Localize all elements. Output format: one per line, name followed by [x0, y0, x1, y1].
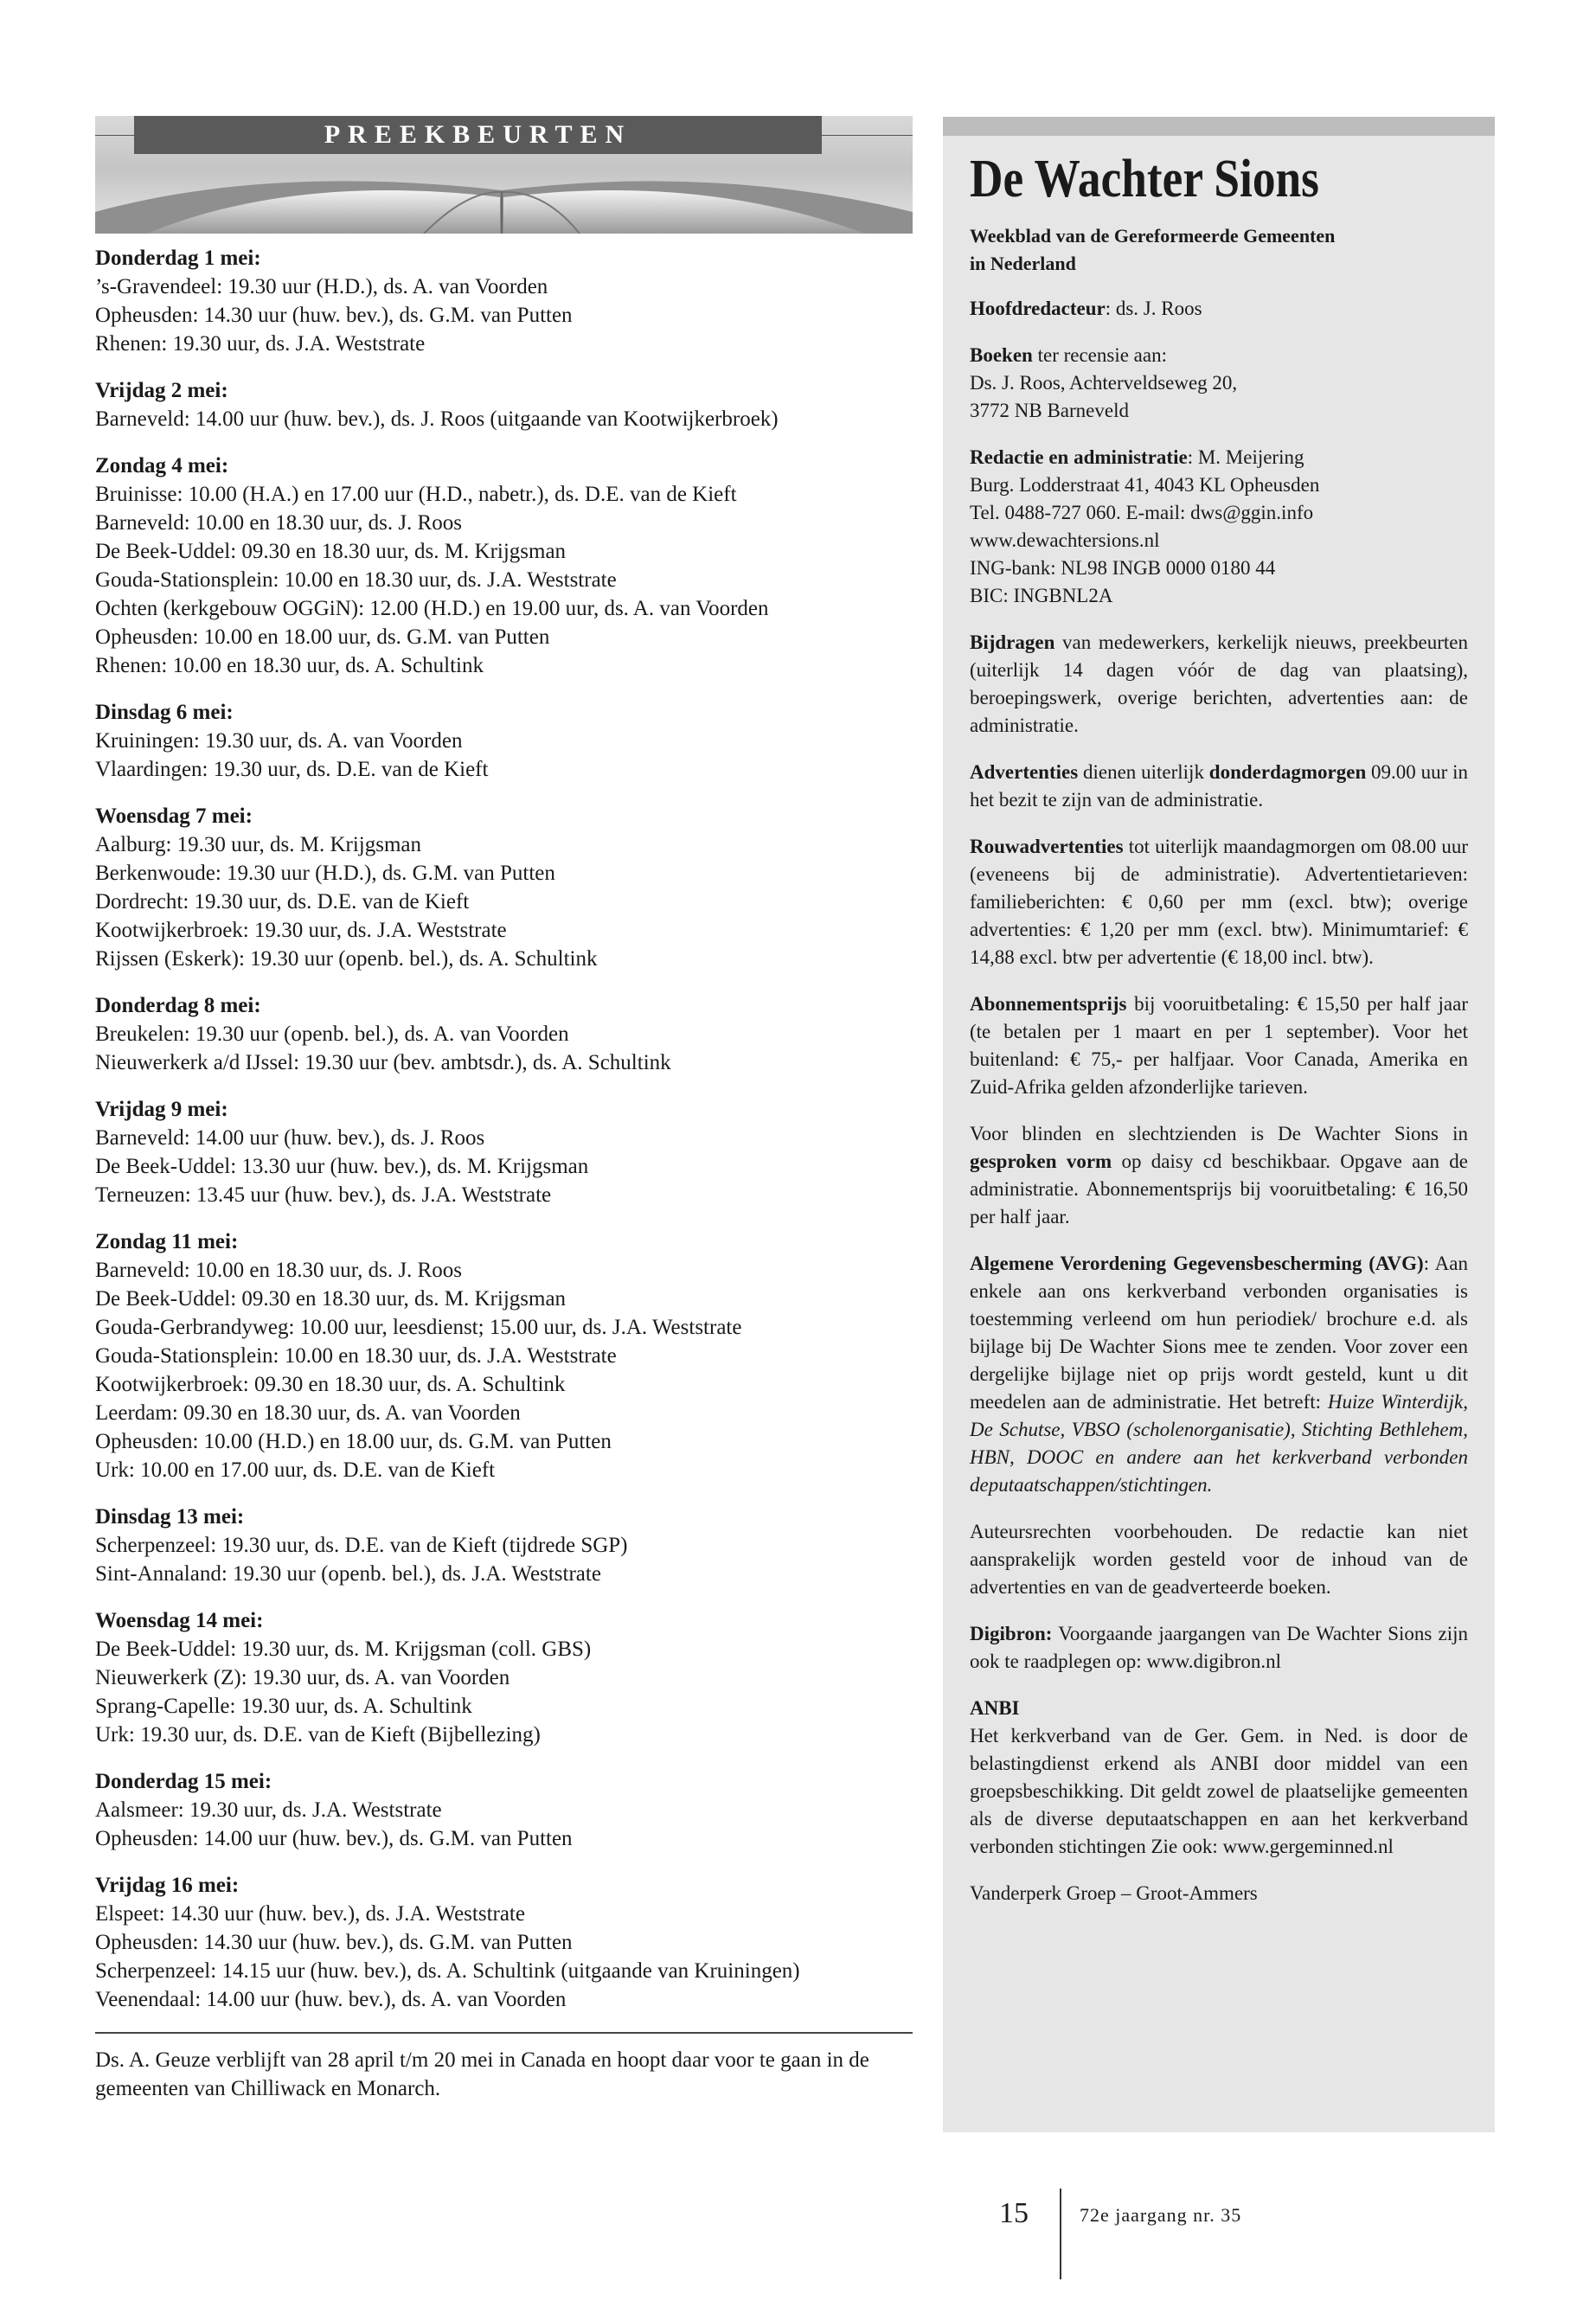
- service-entry: De Beek-Uddel: 09.30 en 18.30 uur, ds. M. Krijgsman: [95, 1287, 567, 1311]
- abonnementsprijs: Abonnementsprijs bij vooruitbetaling: € 15,50 per half jaar (te betalen per 1 maart en per 1 september). Voor het buitenland: € 75,- per halfjaar. Voor Canada, Amerika en Zuid-Afrika gelden afzonderlijke tarieven.: [970, 993, 1468, 1098]
- service-entry: De Beek-Uddel: 13.30 uur (huw. bev.), ds. M. Krijgsman: [95, 1155, 589, 1178]
- volume-label: 72e jaargang nr. 35: [1080, 2204, 1242, 2226]
- advertenties: Advertenties dienen uiterlijk donderdagmorgen 09.00 uur in het bezit te zijn van de administratie.: [970, 761, 1468, 811]
- colophon-topbar: [943, 117, 1495, 136]
- service-entry: ’s-Gravendeel: 19.30 uur (H.D.), ds. A. van Voorden: [95, 275, 548, 298]
- service-entry: Barneveld: 14.00 uur (huw. bev.), ds. J. Roos: [95, 1126, 485, 1150]
- schedule-day: [95, 802, 913, 973]
- avg: Algemene Verordening Gegevensbescherming (AVG): Aan enkele aan ons kerkverband verbonden organisaties is toestemming verleend om hun periodiek/ brochure e.d. als bijlage bij De Wachter Sions mee te zenden. Voor zover een dergelijke bijlage niet op prijs wordt gesteld, kunt u dit meedelen aan de administratie. Het betreft: Huize Winterdijk, De Schutse, VBSO (scholenorganisatie), Stichting Bethlehem, HBN, DOOC en andere aan het kerkverband verbonden deputaatschappen/stichtingen.: [970, 1253, 1468, 1496]
- service-entry: Rijssen (Eskerk): 19.30 uur (openb. bel.), ds. A. Schultink: [95, 947, 598, 971]
- service-entry: Sint-Annaland: 19.30 uur (openb. bel.), ds. J.A. Weststrate: [95, 1562, 601, 1586]
- schedule-day: [95, 991, 913, 1077]
- schedule-day: [95, 452, 913, 680]
- redactie-administratie: Redactie en administratie: M. Meijering Burg. Lodderstraat 41, 4043 KL Opheusden Tel. 0488-727 060. E-mail: dws@ggin.info www.dewachtersions.nl ING-bank: NL98 INGB 0000 0180 44 BIC: INGBNL2A: [970, 446, 1320, 606]
- footer-divider: [1060, 2189, 1061, 2279]
- printer: Vanderperk Groep – Groot-Ammers: [970, 1882, 1258, 1904]
- schedule-day: [95, 1095, 913, 1209]
- service-entry: Gouda-Gerbrandyweg: 10.00 uur, leesdienst; 15.00 uur, ds. J.A. Weststrate: [95, 1316, 742, 1339]
- schedule-day: [95, 698, 913, 784]
- day-heading: Vrijdag 16 mei:: [95, 1874, 240, 1897]
- service-entry: Barneveld: 14.00 uur (huw. bev.), ds. J. Roos (uitgaande van Kootwijkerbroek): [95, 407, 779, 431]
- schedule-day: [95, 1503, 913, 1588]
- schedule-day: [95, 1227, 913, 1484]
- day-heading: Woensdag 7 mei:: [95, 804, 253, 828]
- service-entry: Leerdam: 09.30 en 18.30 uur, ds. A. van Voorden: [95, 1401, 521, 1425]
- day-heading: Vrijdag 2 mei:: [95, 379, 228, 402]
- day-heading: Zondag 11 mei:: [95, 1230, 239, 1253]
- rouwadvertenties: Rouwadvertenties tot uiterlijk maandagmorgen om 08.00 uur (eveneens bij de administratie). Advertentietarieven: familieberichten: € 0,60 per mm (excl. btw); overige advertenties: € 1,20 per mm (excl. btw). Minimumtarief: € 14,88 excl. btw per advertentie (€ 18,00 incl. btw).: [970, 836, 1468, 968]
- service-entry: Kootwijkerbroek: 09.30 en 18.30 uur, ds. A. Schultink: [95, 1373, 566, 1396]
- service-entry: Kootwijkerbroek: 19.30 uur, ds. J.A. Weststrate: [95, 919, 507, 942]
- colophon-panel: [943, 117, 1495, 2132]
- masthead-title: De Wachter Sions: [970, 150, 1319, 208]
- day-heading: Woensdag 14 mei:: [95, 1609, 264, 1632]
- service-entry: Opheusden: 14.30 uur (huw. bev.), ds. G.M. van Putten: [95, 304, 573, 327]
- service-entry: Breukelen: 19.30 uur (openb. bel.), ds. A. van Voorden: [95, 1022, 569, 1046]
- service-entry: Dordrecht: 19.30 uur, ds. D.E. van de Kieft: [95, 890, 470, 913]
- day-heading: Zondag 4 mei:: [95, 454, 229, 478]
- schedule-day: [95, 1606, 913, 1749]
- bijdragen: Bijdragen van medewerkers, kerkelijk nieuws, preekbeurten (uiterlijk 14 dagen vóór de dag van plaatsing), beroepingswerk, overige berichten, advertenties aan: de administratie.: [970, 631, 1468, 736]
- service-entry: Berkenwoude: 19.30 uur (H.D.), ds. G.M. van Putten: [95, 862, 555, 885]
- service-entry: Sprang-Capelle: 19.30 uur, ds. A. Schultink: [95, 1695, 472, 1718]
- day-heading: Donderdag 15 mei:: [95, 1770, 272, 1793]
- service-entry: Nieuwerkerk (Z): 19.30 uur, ds. A. van Voorden: [95, 1666, 510, 1689]
- service-entry: Urk: 10.00 en 17.00 uur, ds. D.E. van de Kieft: [95, 1458, 496, 1482]
- preekbeurten-banner: [95, 116, 913, 234]
- service-entry: Barneveld: 10.00 en 18.30 uur, ds. J. Roos: [95, 1259, 462, 1282]
- service-entry: Barneveld: 10.00 en 18.30 uur, ds. J. Roos: [95, 511, 462, 535]
- service-entry: Ochten (kerkgebouw OGGiN): 12.00 (H.D.) en 19.00 uur, ds. A. van Voorden: [95, 597, 769, 620]
- day-heading: Dinsdag 6 mei:: [95, 701, 234, 724]
- banner-title: PREEKBEURTEN: [134, 116, 822, 154]
- service-entry: Rhenen: 10.00 en 18.30 uur, ds. A. Schultink: [95, 654, 484, 677]
- hoofdredacteur: Hoofdredacteur: ds. J. Roos: [970, 298, 1202, 319]
- masthead-subtitle: Weekblad van de Gereformeerde Gemeenten in Nederland: [970, 225, 1336, 274]
- service-entry: Gouda-Stationsplein: 10.00 en 18.30 uur, ds. J.A. Weststrate: [95, 568, 617, 592]
- day-heading: Dinsdag 13 mei:: [95, 1505, 245, 1529]
- service-entry: Elspeet: 14.30 uur (huw. bev.), ds. J.A. Weststrate: [95, 1902, 525, 1926]
- day-heading: Vrijdag 9 mei:: [95, 1098, 228, 1121]
- digibron: Digibron: Voorgaande jaargangen van De Wachter Sions zijn ook te raadplegen op: www.digibron.nl: [970, 1623, 1468, 1672]
- schedule-day: [95, 376, 913, 433]
- service-entry: Aalsmeer: 19.30 uur, ds. J.A. Weststrate: [95, 1798, 442, 1822]
- service-entry: Rhenen: 19.30 uur, ds. J.A. Weststrate: [95, 332, 426, 356]
- service-entry: Opheusden: 10.00 en 18.00 uur, ds. G.M. van Putten: [95, 625, 550, 649]
- service-entry: Terneuzen: 13.45 uur (huw. bev.), ds. J.A. Weststrate: [95, 1183, 552, 1207]
- schedule-list: [95, 244, 913, 2014]
- schedule-day: [95, 1767, 913, 1853]
- service-entry: De Beek-Uddel: 19.30 uur, ds. M. Krijgsman (coll. GBS): [95, 1638, 592, 1661]
- schedule-note: Ds. A. Geuze verblijft van 28 april t/m 20 mei in Canada en hoopt daar voor te gaan in de gemeenten van Chilliwack en Monarch.: [95, 2048, 869, 2100]
- service-entry: Opheusden: 14.00 uur (huw. bev.), ds. G.M. van Putten: [95, 1827, 573, 1850]
- service-entry: Bruinisse: 10.00 (H.A.) en 17.00 uur (H.D., nabetr.), ds. D.E. van de Kieft: [95, 483, 737, 506]
- day-heading: Donderdag 8 mei:: [95, 994, 261, 1017]
- service-entry: Vlaardingen: 19.30 uur, ds. D.E. van de Kieft: [95, 758, 489, 781]
- service-entry: Scherpenzeel: 19.30 uur, ds. D.E. van de Kieft (tijdrede SGP): [95, 1534, 628, 1557]
- service-entry: De Beek-Uddel: 09.30 en 18.30 uur, ds. M. Krijgsman: [95, 540, 567, 563]
- boeken: Boeken ter recensie aan: Ds. J. Roos, Achterveldseweg 20, 3772 NB Barneveld: [970, 344, 1238, 421]
- service-entry: Scherpenzeel: 14.15 uur (huw. bev.), ds. A. Schultink (uitgaande van Kruiningen): [95, 1959, 800, 1983]
- service-entry: Veenendaal: 14.00 uur (huw. bev.), ds. A. van Voorden: [95, 1988, 567, 2011]
- service-entry: Gouda-Stationsplein: 10.00 en 18.30 uur, ds. J.A. Weststrate: [95, 1344, 617, 1368]
- schedule-divider: [95, 2032, 913, 2034]
- gesproken-vorm: Voor blinden en slechtzienden is De Wachter Sions in gesproken vorm op daisy cd beschikbaar. Opgave aan de administratie. Abonnementsprijs bij vooruitbetaling: € 16,50 per half jaar.: [970, 1123, 1468, 1227]
- anbi: ANBI Het kerkverband van de Ger. Gem. in Ned. is door de belastingdienst erkend als ANBI door middel van een groepsbeschikking. Dit geldt zowel de plaatselijke gemeenten als de diverse deputaatschappen en aan het kerkverband verbonden stichtingen Zie ook: www.gergeminned.nl: [970, 1697, 1468, 1857]
- service-entry: Urk: 19.30 uur, ds. D.E. van de Kieft (Bijbellezing): [95, 1723, 541, 1747]
- schedule-day: [95, 1871, 913, 2014]
- service-entry: Nieuwerkerk a/d IJssel: 19.30 uur (bev. ambtsdr.), ds. A. Schultink: [95, 1051, 671, 1074]
- service-entry: Opheusden: 14.30 uur (huw. bev.), ds. G.M. van Putten: [95, 1931, 573, 1954]
- schedule-column: [95, 116, 913, 2103]
- service-entry: Opheusden: 10.00 (H.D.) en 18.00 uur, ds. G.M. van Putten: [95, 1430, 612, 1453]
- service-entry: Aalburg: 19.30 uur, ds. M. Krijgsman: [95, 833, 421, 856]
- schedule-day: [95, 244, 913, 358]
- page-number: 15: [999, 2197, 1029, 2229]
- auteursrechten: Auteursrechten voorbehouden. De redactie kan niet aansprakelijk worden gesteld voor de inhoud van de advertenties en van de geadverteerde boeken.: [970, 1521, 1468, 1598]
- day-heading: Donderdag 1 mei:: [95, 247, 261, 270]
- service-entry: Kruiningen: 19.30 uur, ds. A. van Voorden: [95, 729, 463, 753]
